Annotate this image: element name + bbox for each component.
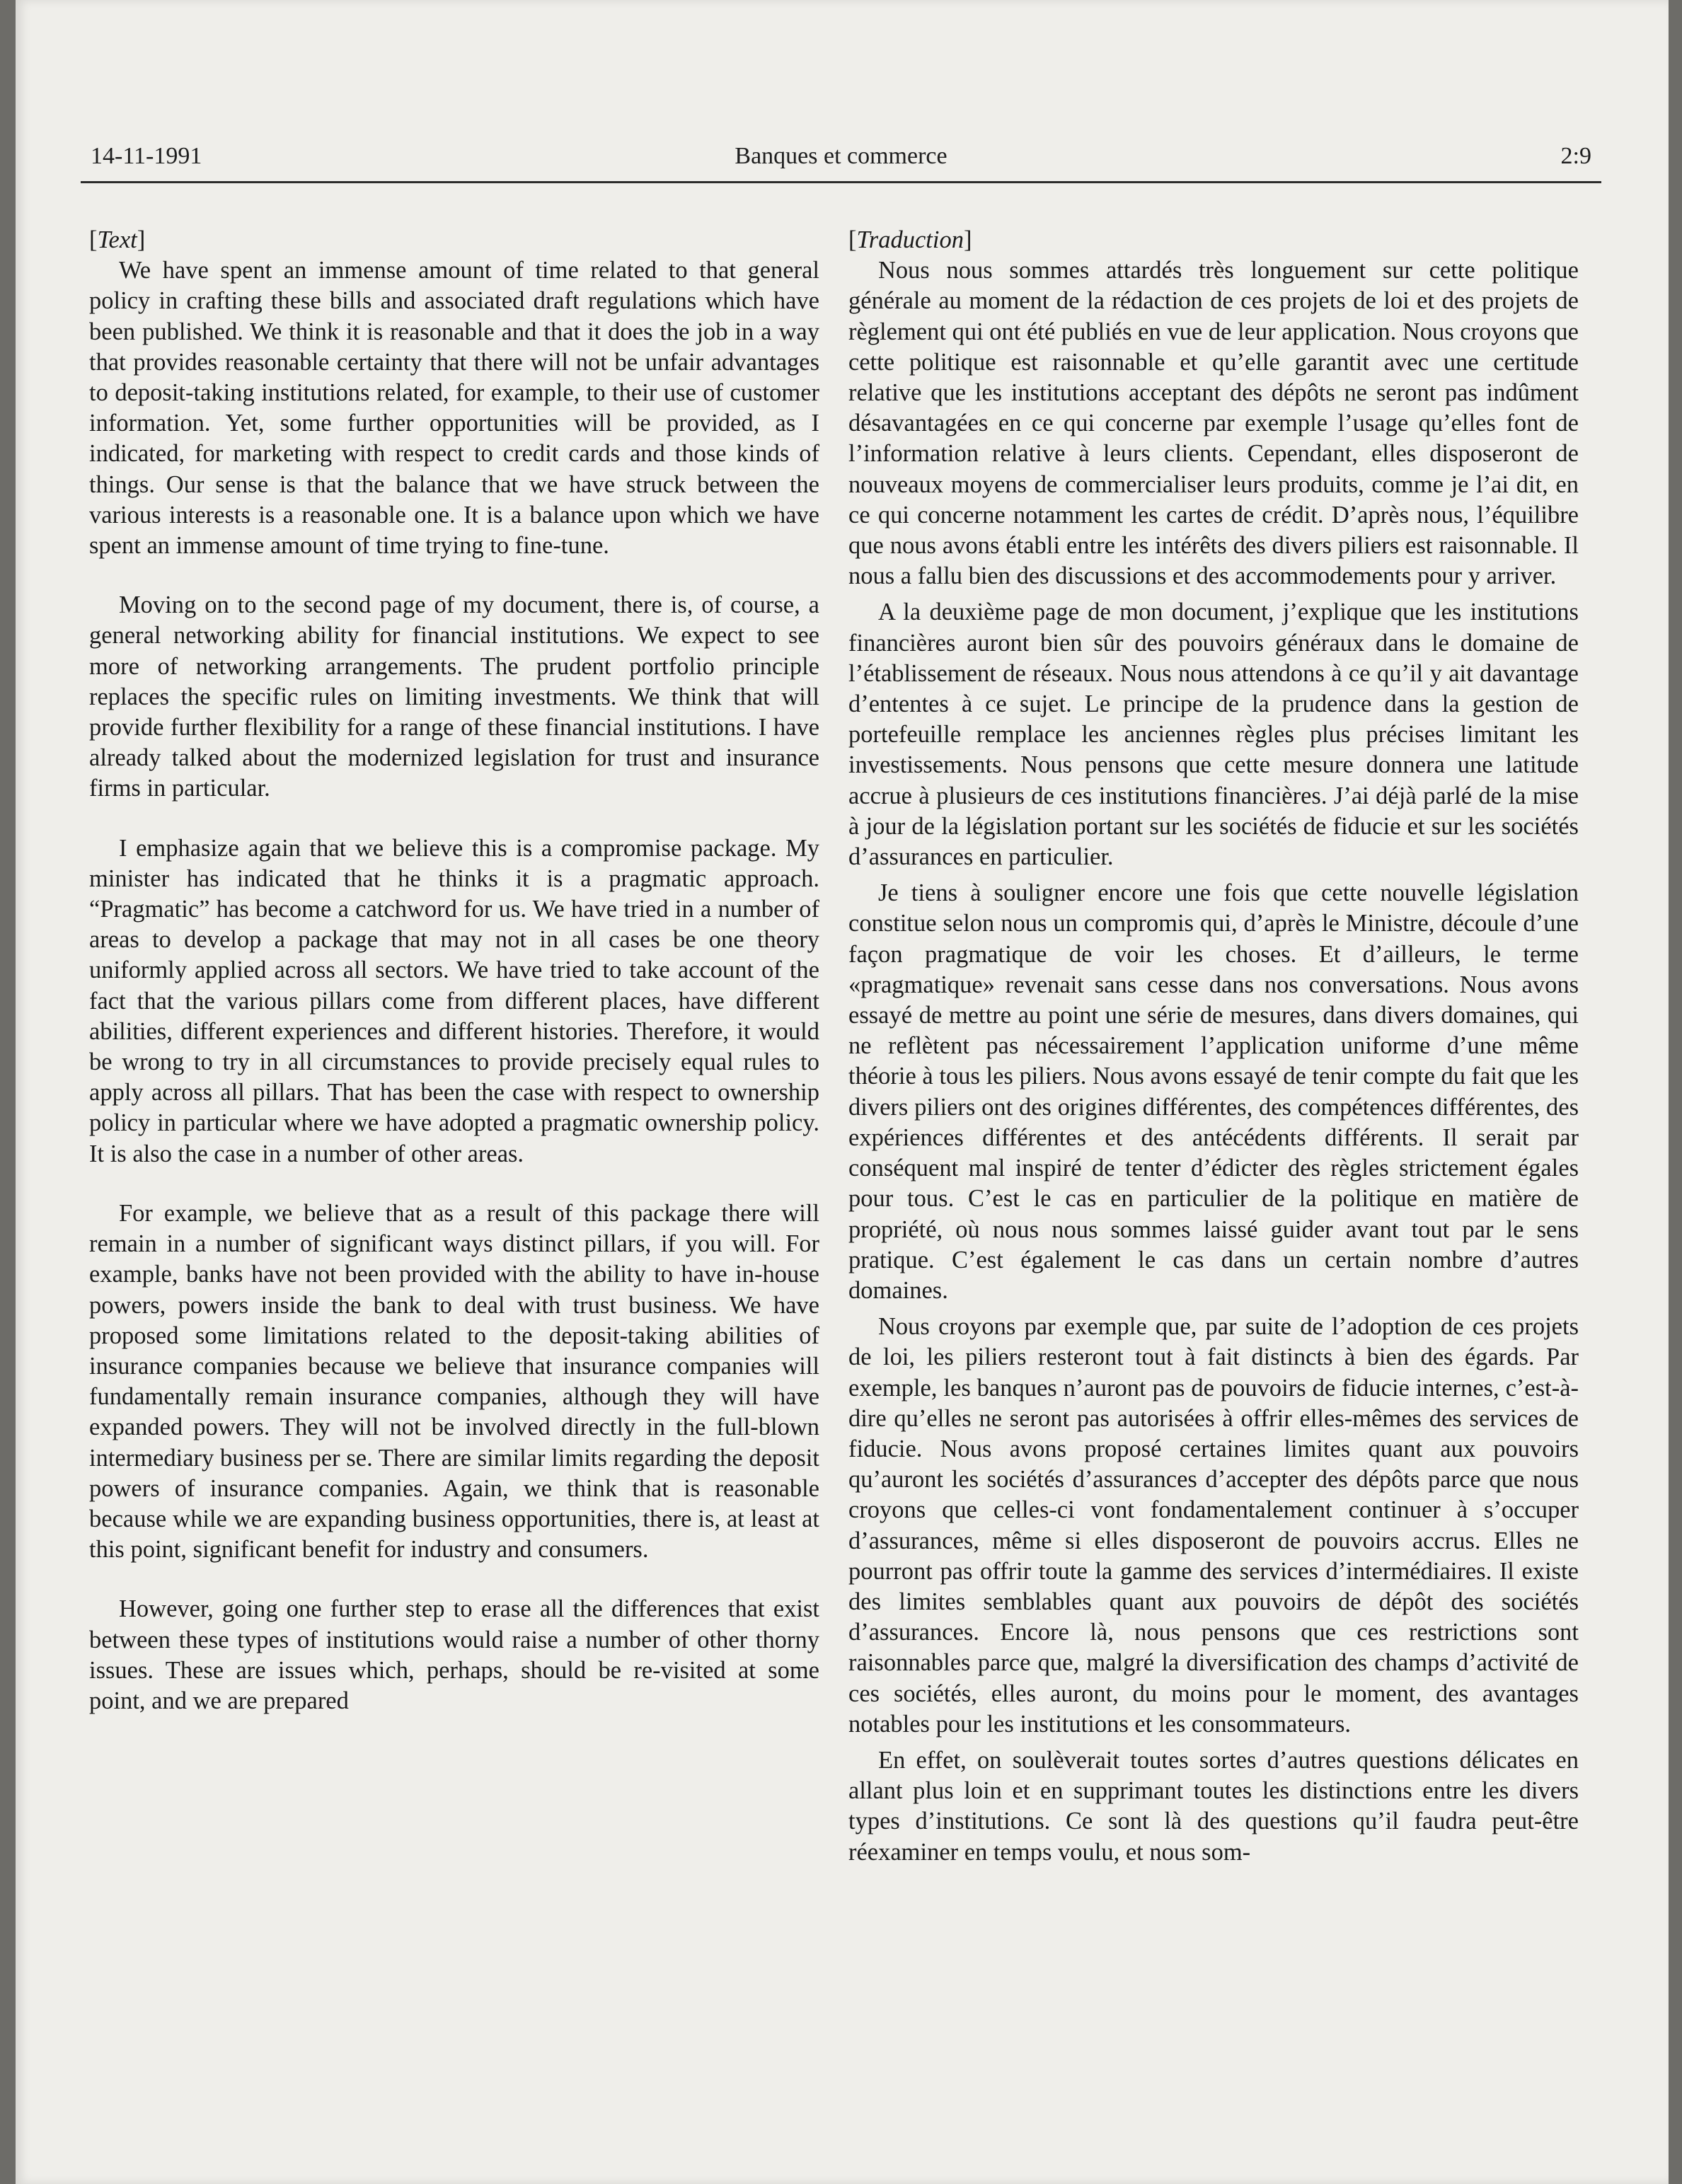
english-paragraph: I emphasize again that we believe this is a compromise package. My minister has indicated that he thinks it is a pragmatic approach. “Pragmatic” has become a catchword for us. We have tried in a number of areas to develop a package that may not in all cases be one theory uniformly applied across all sectors. We have tried to take account of the fact that the various pillars come from different places, have different abilities, different experiences and different histories. Therefore, it would be wrong to try in all circumstances to provide precisely equal rules to apply across all pillars. That has been the case with respect to ownership policy in particular where we have adopted a pragmatic ownership policy. It is also the case in a number of other areas. (89, 834, 819, 1167)
french-paragraph: Nous croyons par exemple que, par suite de l’adoption de ces projets de loi, les piliers resteront tout à fait distincts à bien des égards. Par exemple, les banques n’auront pas de pouvoirs de fiducie internes, c’est-à-dire qu’elles ne seront pas autorisées à offrir elles-mêmes des services de fiducie. Nous avons proposé certaines limites quant aux pouvoirs qu’auront les sociétés d’assurances d’accepter des dépôts parce que nous croyons que celles-ci vont fondamentalement continuer à s’occuper d’assurances, même si elles disposeront de pouvoirs accrus. Elles ne pourront pas offrir toute la gamme des services d’intermédiaires. Il existe des limites semblables quant aux pouvoirs de dépôt des sociétés d’assurances. Encore là, nous pensons que ces restrictions sont raisonnables parce que, malgré la diversification des champs d’activité de ces sociétés, elles auront, du moins pour le moment, des avantages notables pour les institutions et les consommateurs. (848, 1313, 1579, 1738)
french-column (848, 225, 1579, 1868)
english-paragraph: We have spent an immense amount of time related to that general policy in crafting these bills and associated draft regulations which have been published. We think it is reasonable and that it does the job in a way that provides reasonable certainty that there will not be unfair advantages to deposit-taking institutions related, for example, to their use of customer information. Yet, some further opportunities will be provided, as I indicated, for marketing with respect to credit cards and those kinds of things. Our sense is that the balance that we have struck between the various interests is a reasonable one. It is a balance upon which we have spent an immense amount of time trying to fine-tune. (89, 257, 819, 560)
traduction-tag: [Traduction] (848, 226, 972, 253)
header-date: 14-11-1991 (91, 143, 202, 169)
header-title: Banques et commerce (735, 143, 947, 169)
running-header (81, 143, 1601, 183)
english-column (89, 225, 819, 1716)
french-paragraph: Je tiens à souligner encore une fois que cette nouvelle législation constitue selon nous un compromis qui, d’après le Ministre, découle d’une façon pragmatique de voir les choses. Et d’ailleurs, le terme «pragmatique» revenait sans cesse dans nos conversations. Nous avons essayé de mettre au point une série de mesures, dans divers domaines, qui ne reflètent pas nécessairement l’application uniforme d’une même théorie à tous les piliers. Nous avons essayé de tenir compte du fait que les divers piliers ont des origines différentes, des compétences différentes, des expériences différentes et des antécédents différents. Il serait par conséquent mal inspiré de tenter d’édicter des règles strictement égales pour tous. C’est le cas en particulier de la politique en matière de propriété, où nous nous sommes laissé guider avant tout par le sens pratique. C’est également le cas dans un certain nombre d’autres domaines. (848, 879, 1579, 1304)
text-tag: [Text] (89, 226, 146, 253)
french-paragraph: A la deuxième page de mon document, j’explique que les institutions financières auront bien sûr des pouvoirs généraux dans le domaine de l’établissement de réseaux. Nous nous attendons à ce qu’il y ait davantage d’ententes à ce sujet. Le principe de la prudence dans la gestion de portefeuille remplace les anciennes règles plus précises limitant les investissements. Nous pensons que cette mesure donnera une latitude accrue à plusieurs de ces institutions financières. J’ai déjà parlé de la mise à jour de la législation portant sur les sociétés de fiducie et sur les sociétés d’assurances en particulier. (848, 599, 1579, 871)
english-paragraph: Moving on to the second page of my document, there is, of course, a general networking ability for financial institutions. We expect to see more of networking arrangements. The prudent portfolio principle replaces the specific rules on limiting investments. We think that will provide further flexibility for a range of these financial institutions. I have already talked about the modernized legislation for trust and insurance firms in particular. (89, 591, 819, 802)
english-paragraph: However, going one further step to erase all the differences that exist between these types of institutions would raise a number of other thorny issues. These are issues which, perhaps, should be re-visited at some point, and we are prepared (89, 1595, 819, 1714)
english-paragraph: For example, we believe that as a result of this package there will remain in a number of significant ways distinct pillars, if you will. For example, banks have not been provided with the ability to have in-house powers, powers inside the bank to deal with trust business. We have proposed some limitations related to the deposit-taking abilities of insurance companies because we believe that insurance companies will fundamentally remain insurance companies, although they will have expanded powers. They will not be involved directly in the full-blown intermediary business per se. There are similar limits regarding the deposit powers of insurance companies. Again, we think that is reasonable because while we are expanding business opportunities, there is, at least at this point, significant benefit for industry and consumers. (89, 1199, 819, 1564)
french-paragraph: Nous nous sommes attardés très longuement sur cette politique générale au moment de la rédaction de ces projets de loi et des projets de règlement qui ont été publiés en vue de leur application. Nous croyons que cette politique est raisonnable et qu’elle garantit avec une certitude relative que les institutions acceptant des dépôts ne seront pas indûment désavantagées en ce qui concerne par exemple l’usage qu’elles font de l’information relative à leurs clients. Cependant, elles disposeront de nouveaux moyens de commercialiser leurs produits, comme je l’ai dit, en ce qui concerne notamment les cartes de crédit. D’après nous, l’équilibre que nous avons établi entre les intérêts des divers piliers est raisonnable. Il nous a fallu bien des discussions et des accommodements pour y arriver. (848, 257, 1579, 590)
header-page-number: 2:9 (1560, 143, 1591, 169)
document-page (16, 0, 1669, 2184)
french-paragraph: En effet, on soulèverait toutes sortes d’autres questions délicates en allant plus loin et en supprimant toutes les distinctions entre les divers types d’institutions. Ce sont là des questions qu’il faudra peut-être réexaminer en temps voulu, et nous som- (848, 1746, 1579, 1866)
